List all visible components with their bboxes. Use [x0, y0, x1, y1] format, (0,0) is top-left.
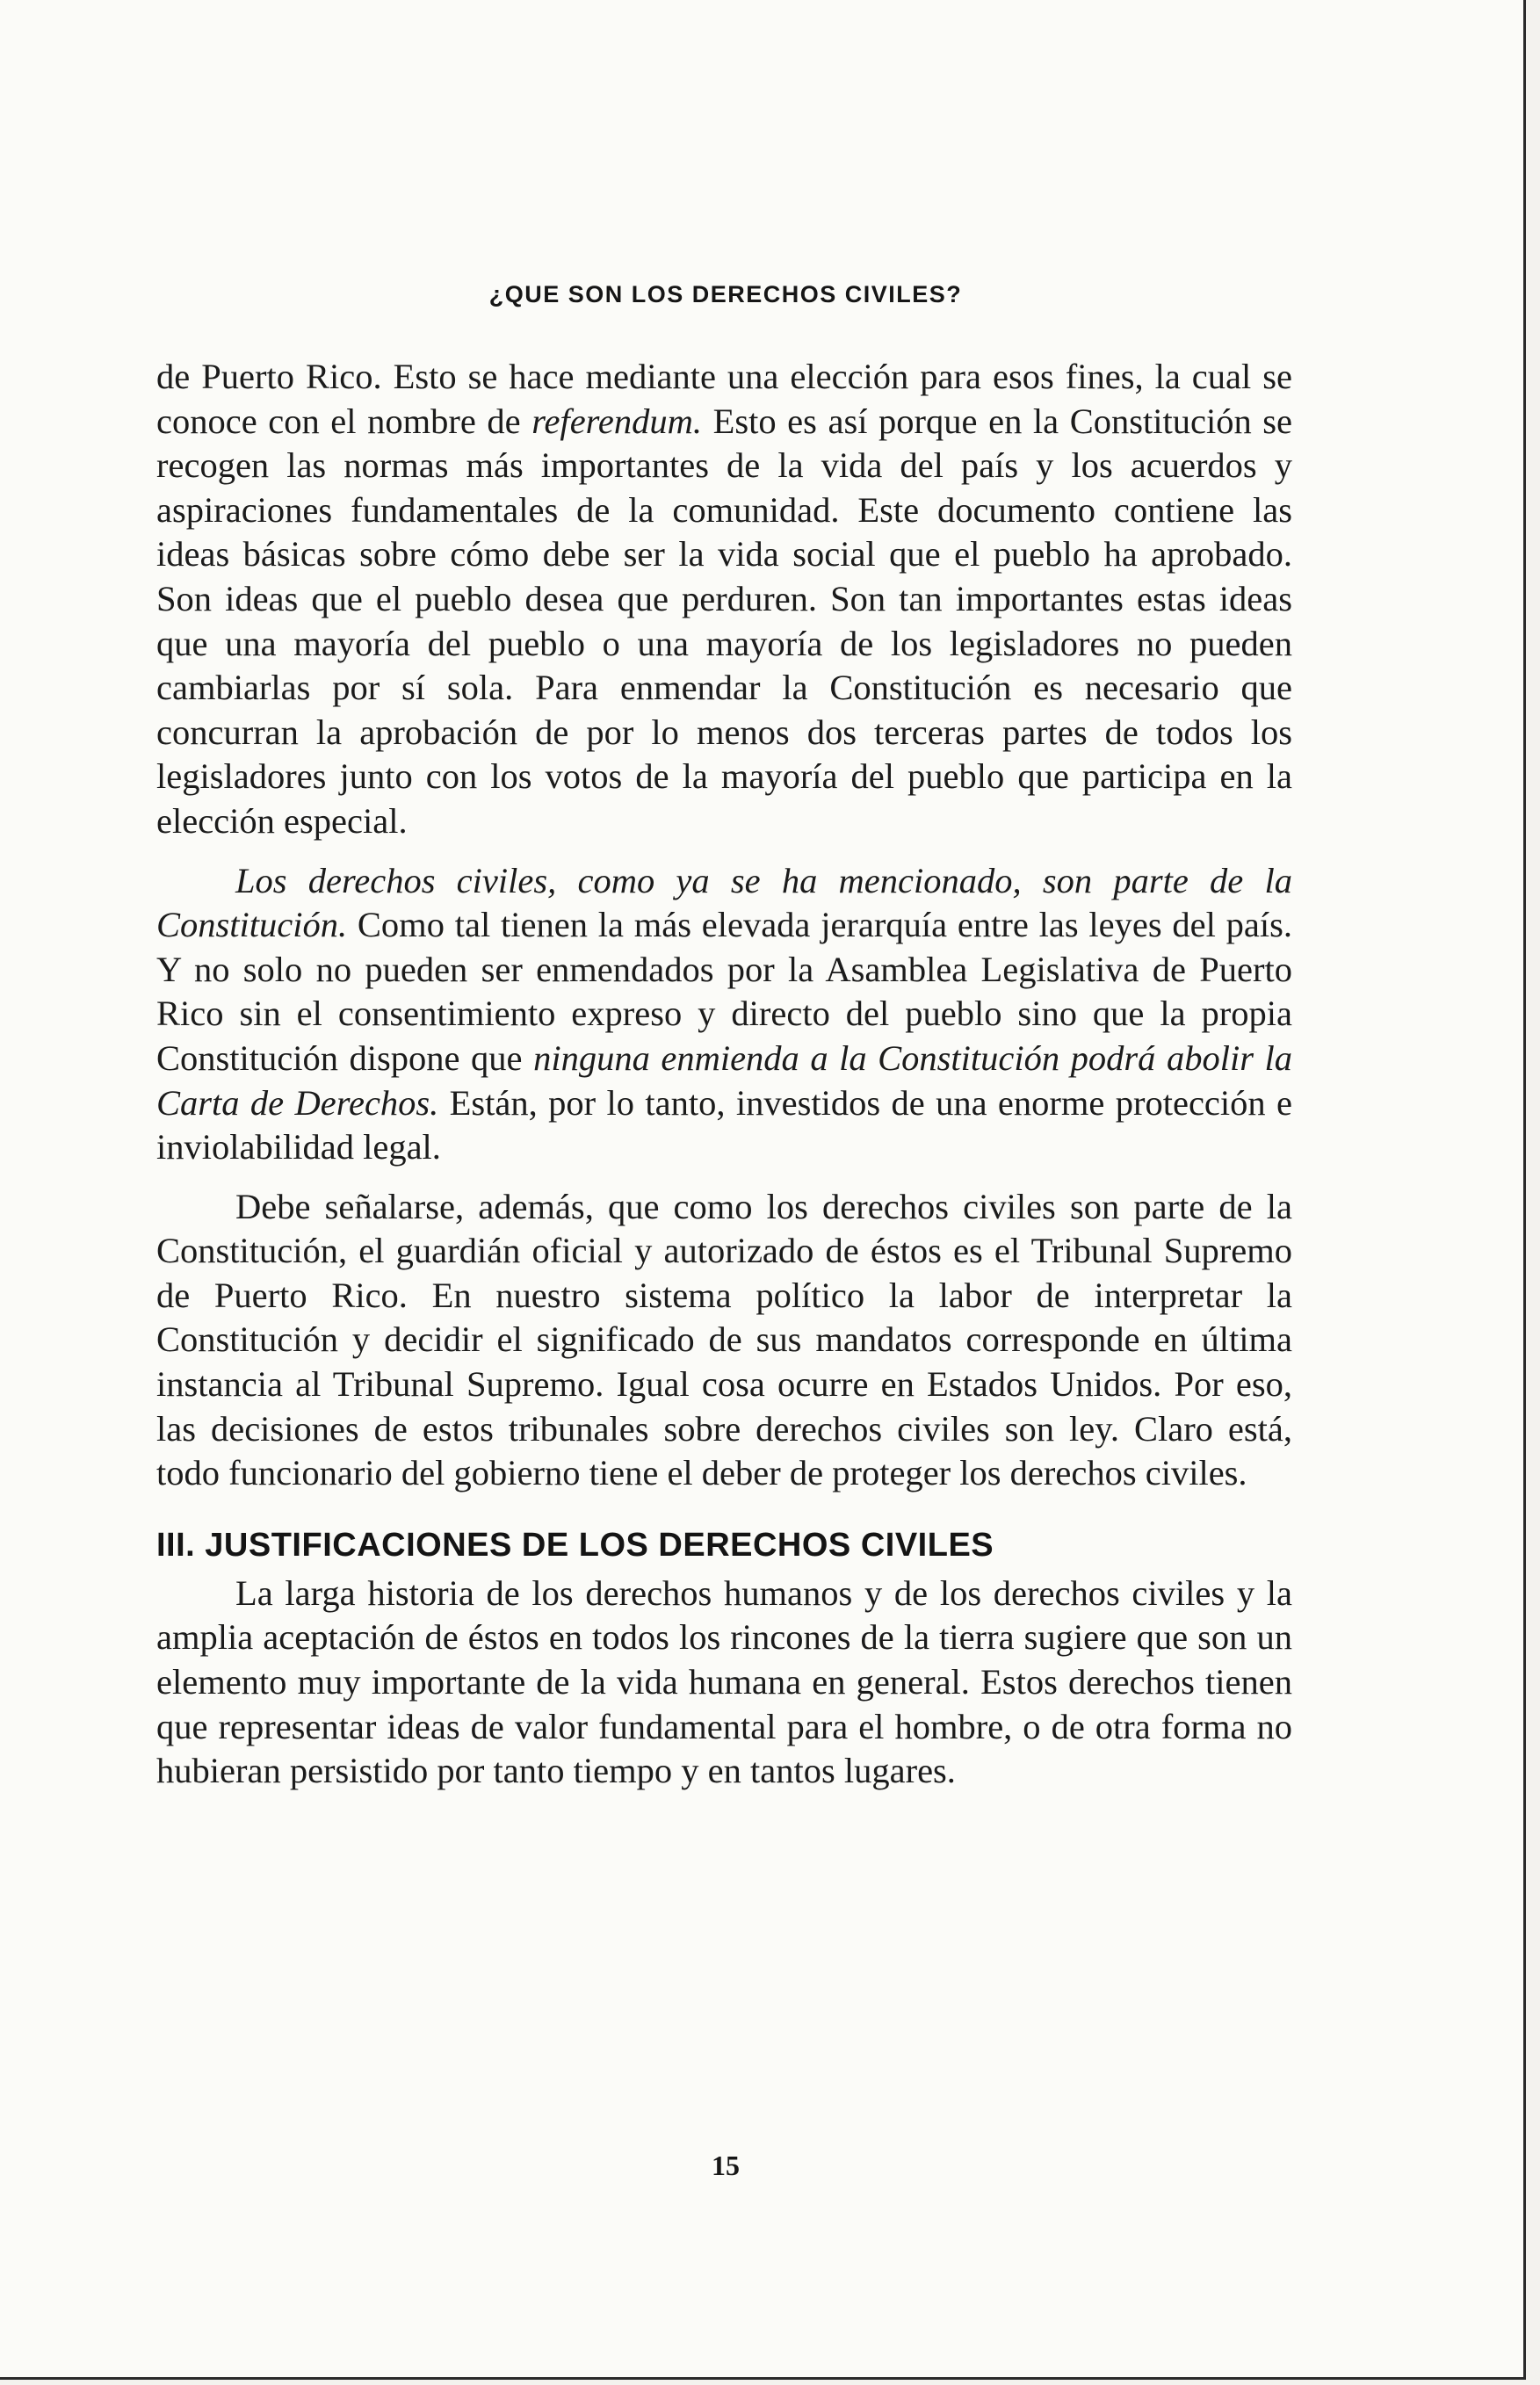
section-title: III. JUSTIFICACIONES DE LOS DERECHOS CIVILES: [156, 1526, 994, 1564]
paragraph-1: [156, 355, 1292, 844]
paragraph-3: Debe señalarse, además, que como los derechos civiles son parte de la Constitución, el guardián oficial y autorizado de éstos es el Tribunal Supremo de Puerto Rico. En nuestro sistema político la labor de interpretar la Constitución y decidir el significado de sus mandatos corresponde en última instancia al Tribunal Supremo. Igual cosa ocurre en Estados Unidos. Por eso, las decisiones de estos tribunales sobre derechos civiles son ley. Claro está, todo funcionario del gobierno tiene el deber de proteger los derechos civiles.: [156, 1186, 1292, 1493]
paragraph-2-italic-b: ninguna enmienda a la Constitución podrá abolir la Carta de Derechos.: [156, 1037, 1292, 1123]
paragraph-1-italic: referendum.: [531, 401, 703, 441]
page-number: 15: [712, 2150, 740, 2181]
running-header: ¿QUE SON LOS DERECHOS CIVILES?: [488, 281, 963, 307]
paragraph-1-text-b: Esto es así porque en la Constitución se recogen las normas más importantes de la vida del país y los acuerdos y aspiraciones fundamentales de la comunidad. Este documento contiene las ideas básicas sobre cómo debe ser la vida social que el pueblo ha aprobado. Son ideas que el pueblo desea que perduren. Son tan importantes estas ideas que una mayoría del pueblo o una mayoría de los legisladores no pueden cambiarlas por sí sola. Para enmendar la Constitución es necesario que concurran la aprobación de por lo menos dos terceras partes de todos los legisladores junto con los votos de la mayoría del pueblo que participa en la elección especial.: [156, 401, 1293, 841]
paragraph-2-text-b: Están, por lo tanto, investidos de una enorme protección e inviolabilidad legal.: [156, 1082, 1292, 1167]
paragraph-1-text-a: de Puerto Rico. Esto se hace mediante una elección para esos fines, la cual se conoce con el nombre de: [156, 357, 1292, 441]
paragraph-2-italic-a: Los derechos civiles, como ya se ha mencionado, son parte de la Constitución.: [156, 860, 1292, 945]
paragraph-4: La larga historia de los derechos humanos y de los derechos civiles y la amplia aceptación de éstos en todos los rincones de la tierra sugiere que son un elemento muy importante de la vida humana en general. Estos derechos tienen que representar ideas de valor fundamental para el hombre, o de otra forma no hubieran persistido por tanto tiempo y en tantos lugares.: [156, 1572, 1292, 1791]
body-text: [156, 355, 1292, 1794]
paragraph-2-text-a: Como tal tienen la más elevada jerarquía entre las leyes del país. Y no solo no pueden ser enmendados por la Asamblea Legislativa de Puerto Rico sin el consentimiento expreso y directo del pueblo sino que la propia Constitución dispone que: [156, 905, 1292, 1078]
paragraph-2: [156, 859, 1292, 1170]
